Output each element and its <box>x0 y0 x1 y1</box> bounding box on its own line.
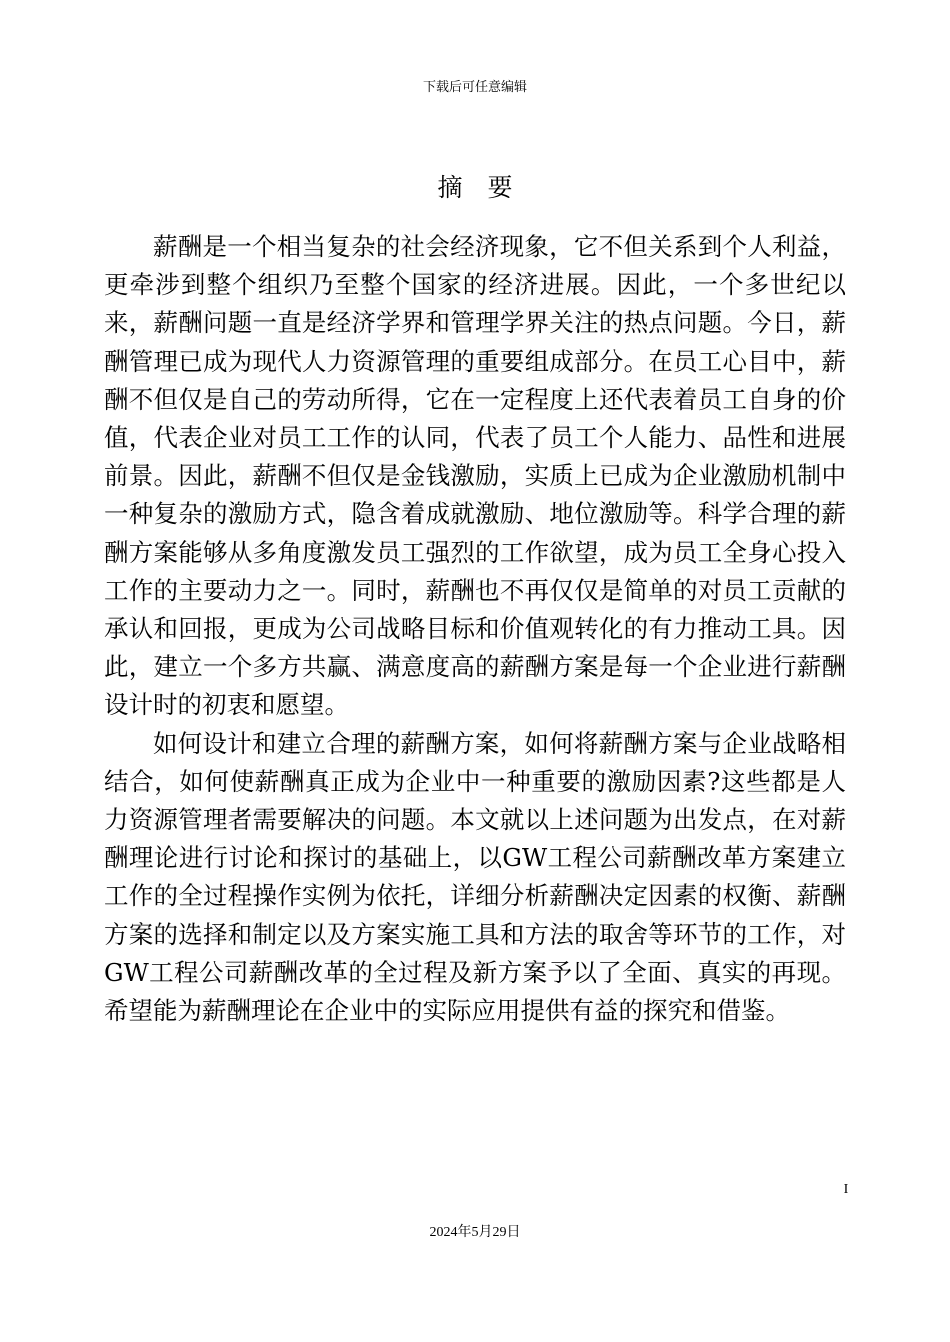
header-note: 下载后可任意编辑 <box>422 79 527 94</box>
footer-date: 2024年5月29日 <box>429 1225 521 1240</box>
document-title: 摘 要 <box>437 173 513 202</box>
page-number: I <box>843 1182 849 1197</box>
abstract-body <box>104 228 846 1030</box>
abstract-paragraph-2: 如何设计和建立合理的薪酬方案，如何将薪酬方案与企业战略相结合，如何使薪酬真正成为企业中一种重要的激励因素?这些都是人力资源管理者需要解决的问题。本文就以上述问题为出发点，在对薪酬理论进行讨论和探讨的基础上，以GW工程公司薪酬改革方案建立工作的全过程操作实例为依托，详细分析薪酬决定因素的权衡、薪酬方案的选择和制定以及方案实施工具和方法的取舍等环节的工作，对GW工程公司薪酬改革的全过程及新方案予以了全面、真实的再现。希望能为薪酬理论在企业中的实际应用提供有益的探究和借鉴。 <box>104 728 846 1026</box>
abstract-paragraph-1: 薪酬是一个相当复杂的社会经济现象，它不但关系到个人利益，更牵涉到整个组织乃至整个国家的经济进展。因此，一个多世纪以来，薪酬问题一直是经济学界和管理学界关注的热点问题。今日，薪酬管理已成为现代人力资源管理的重要组成部分。在员工心目中，薪酬不但仅是自己的劳动所得，它在一定程度上还代表着员工自身的价值，代表企业对员工工作的认同，代表了员工个人能力、品性和进展前景。因此，薪酬不但仅是金钱激励，实质上已成为企业激励机制中一种复杂的激励方式，隐含着成就激励、地位激励等。科学合理的薪酬方案能够从多角度激发员工强烈的工作欲望，成为员工全身心投入工作的主要动力之一。同时，薪酬也不再仅仅是简单的对员工贡献的承认和回报，更成为公司战略目标和价值观转化的有力推动工具。因此，建立一个多方共赢、满意度高的薪酬方案是每一个企业进行薪酬设计时的初衷和愿望。 <box>104 232 846 720</box>
